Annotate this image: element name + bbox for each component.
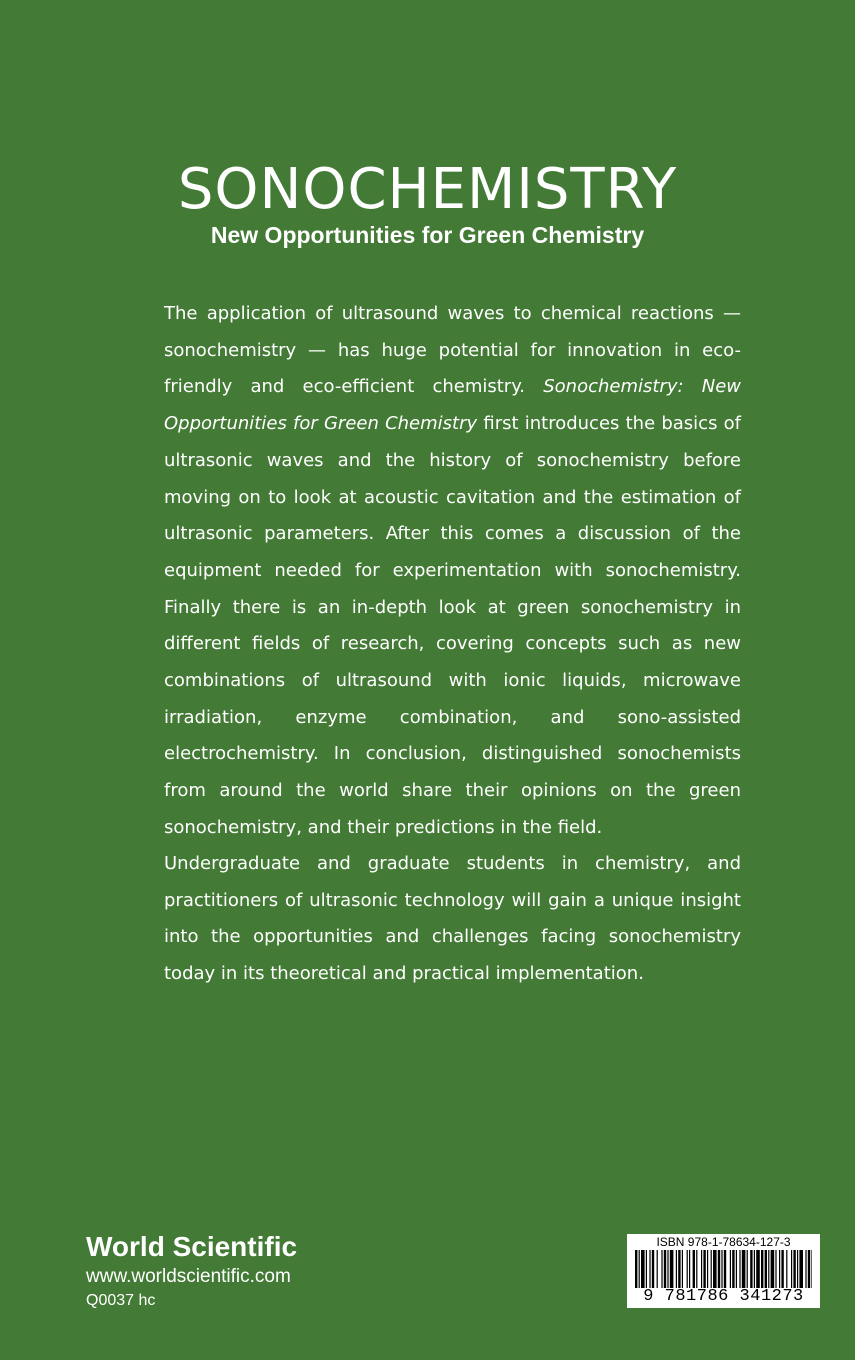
- barcode-bar: [791, 1250, 792, 1288]
- publisher-block: [86, 1230, 297, 1312]
- blurb-text-a: The application of ultrasound waves to chemical reactions — sonochemistry — has huge potential for innovation in eco-friendly and eco-efficient chemistry.: [164, 303, 741, 398]
- barcode-bar: [639, 1250, 640, 1288]
- barcode-bar: [664, 1250, 666, 1288]
- barcode-bar: [689, 1250, 690, 1288]
- barcode-bars: [635, 1250, 812, 1288]
- book-title: SONOCHEMISTRY: [177, 157, 678, 222]
- barcode-bar: [730, 1250, 731, 1288]
- barcode-bar: [799, 1250, 803, 1288]
- barcode-bar: [670, 1250, 674, 1288]
- barcode-bar: [771, 1250, 775, 1288]
- barcode-bar: [721, 1250, 722, 1288]
- barcode-bar: [718, 1250, 720, 1288]
- barcode-bar: [703, 1250, 705, 1288]
- isbn-label: ISBN 978-1-78634-127-3: [656, 1235, 791, 1249]
- barcode-bar: [678, 1250, 680, 1288]
- blurb-book-title: Sonochemistry: New Opportunities for Green Chemistry: [164, 376, 741, 435]
- barcode-bar: [732, 1250, 734, 1288]
- barcode-bar: [750, 1250, 752, 1288]
- barcode-bar: [657, 1250, 658, 1288]
- blurb-paragraph-1: [164, 296, 741, 847]
- barcode-digits: 9 781786 341273: [643, 1287, 804, 1306]
- barcode-bar: [682, 1250, 683, 1288]
- barcode-bar: [739, 1250, 740, 1288]
- barcode-bar: [641, 1250, 645, 1288]
- barcode-bar: [736, 1250, 737, 1288]
- barcode-bar: [797, 1250, 798, 1288]
- barcode-bar: [711, 1250, 712, 1288]
- barcode-bar: [661, 1250, 662, 1288]
- barcode-bar: [793, 1250, 795, 1288]
- barcode-bar: [805, 1250, 806, 1288]
- barcode-bar: [713, 1250, 717, 1288]
- blurb-text-b: first introduces the basics of ultrasonic waves and the history of sonochemistry before moving on to look at acoustic cavitation and the estimation of ultrasonic parameters. After this comes a discussion of the equipment needed for experimentation with sonochemistry. Finally there is an in-depth look at green sonochemistry in different fields of research, covering concepts such as new combinations of ultrasound with ionic liquids, microwave irradiation, enzyme combination, and sono-assisted electrochemistry. In conclusion, distinguished sonochemists from around the world share their opinions on the green sonochemistry, and their predictions in the field.: [164, 413, 741, 838]
- barcode-bar: [775, 1250, 776, 1288]
- barcode-bar: [781, 1250, 783, 1288]
- barcode-bar: [786, 1250, 787, 1288]
- barcode-bar: [779, 1250, 780, 1288]
- barcode-bar: [693, 1250, 695, 1288]
- publisher-url: www.worldscientific.com: [86, 1266, 291, 1287]
- blurb-paragraph-2: Undergraduate and graduate students in chemistry, and practitioners of ultrasonic technology will gain a unique insight into the opportunities and challenges facing sonochemistry today in its theoretical and practical implementation.: [164, 853, 741, 985]
- barcode-bar: [646, 1250, 647, 1288]
- barcode-bar: [724, 1250, 726, 1288]
- barcode-bar: [768, 1250, 769, 1288]
- barcode-bar: [696, 1250, 697, 1288]
- barcode-bar: [649, 1250, 650, 1288]
- book-subtitle: New Opportunities for Green Chemistry: [210, 222, 645, 248]
- barcode-bar: [761, 1250, 763, 1288]
- barcode-bar: [707, 1250, 708, 1288]
- barcode-bar: [676, 1250, 677, 1288]
- barcode-bar: [701, 1250, 702, 1288]
- barcode-bar: [811, 1250, 812, 1288]
- barcode-bar: [652, 1250, 654, 1288]
- barcode-bar: [747, 1250, 748, 1288]
- barcode-bar: [765, 1250, 767, 1288]
- barcode-bar: [754, 1250, 755, 1288]
- isbn-barcode: [627, 1234, 820, 1308]
- publisher-name: World Scientific: [86, 1231, 298, 1262]
- barcode-bar: [687, 1250, 688, 1288]
- barcode-bar: [742, 1250, 746, 1288]
- barcode-bar: [635, 1250, 637, 1288]
- product-code: Q0037 hc: [86, 1292, 156, 1309]
- barcode-bar: [756, 1250, 760, 1288]
- barcode-bar: [808, 1250, 810, 1288]
- barcode-bar: [667, 1250, 668, 1288]
